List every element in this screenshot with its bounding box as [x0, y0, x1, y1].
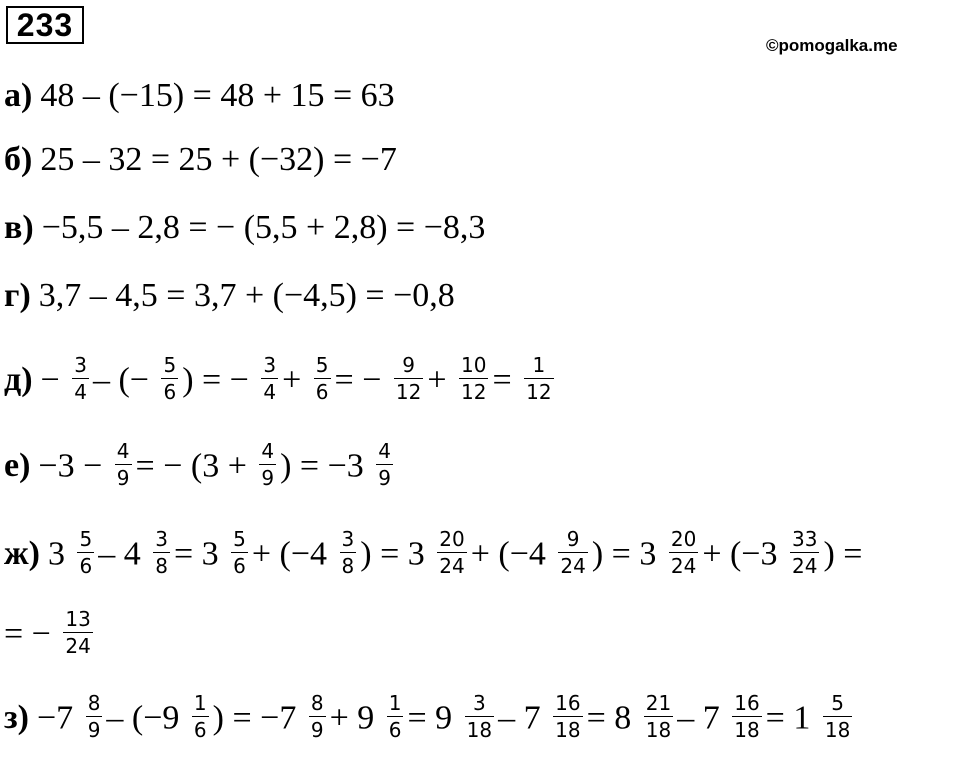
fraction-numerator: 3 [74, 353, 87, 377]
fraction-numerator: 13 [65, 607, 91, 631]
fraction-numerator: 9 [558, 526, 587, 553]
expression-text: 3,7 – 4,5 = 3,7 + (−4,5) = −0,8 [38, 277, 455, 314]
fraction [231, 526, 248, 579]
fraction-numerator: 8 [87, 691, 101, 715]
fraction-numerator: 3 [155, 527, 168, 551]
fraction [192, 690, 209, 743]
item-label: г) [4, 277, 31, 314]
fraction [394, 352, 423, 405]
fraction-numerator: 5 [79, 527, 93, 551]
expression-text: −7 [37, 699, 82, 737]
expression-text: −3 − [38, 447, 111, 485]
fraction [261, 352, 278, 405]
solution-line-zh [4, 527, 863, 583]
expression-text: + 9 [329, 699, 383, 737]
fraction-denominator: 18 [555, 718, 581, 742]
fraction-denominator: 9 [378, 466, 392, 490]
fraction-denominator: 9 [261, 466, 275, 490]
solution-line-a [4, 76, 395, 116]
fraction-numerator: 3 [263, 353, 277, 377]
fraction [387, 690, 404, 743]
fraction-numerator: 16 [734, 691, 760, 715]
fraction [553, 690, 582, 743]
item-label: д) [4, 361, 33, 399]
solution-line-e [4, 439, 397, 495]
expression-text: = − [334, 361, 390, 399]
expression-text: = [492, 361, 521, 399]
fraction [669, 526, 698, 579]
fraction-denominator: 24 [439, 554, 465, 578]
expression-text: − [40, 361, 69, 399]
fraction-numerator: 4 [378, 439, 392, 463]
fraction-numerator: 33 [791, 527, 818, 551]
item-label: з) [4, 699, 29, 737]
expression-text: 3 [47, 535, 74, 573]
fraction-numerator: 1 [524, 352, 553, 379]
fraction-numerator: 9 [394, 352, 423, 379]
expression-text: + [427, 361, 456, 399]
fraction-denominator: 24 [791, 554, 818, 578]
fraction-denominator: 6 [388, 718, 402, 742]
task-number: 233 [6, 6, 84, 44]
watermark: ©pomogalka.me [766, 36, 898, 55]
fraction [115, 438, 132, 491]
fraction-denominator: 8 [341, 554, 355, 578]
item-label: е) [4, 447, 31, 485]
fraction [314, 352, 331, 405]
expression-text: – 4 [98, 535, 150, 573]
fraction-numerator: 8 [310, 691, 324, 715]
fraction-denominator: 24 [65, 634, 91, 658]
expression-text: = − [4, 615, 60, 653]
fraction-denominator: 12 [526, 380, 552, 404]
fraction [437, 526, 466, 579]
fraction-numerator: 4 [116, 439, 130, 463]
fraction-denominator: 6 [315, 380, 329, 404]
fraction [340, 526, 357, 579]
expression-text: = 1 [765, 699, 819, 737]
fraction-denominator: 12 [461, 380, 487, 404]
fraction-denominator: 18 [645, 718, 672, 742]
fraction-denominator: 9 [116, 466, 130, 490]
fraction-denominator: 9 [310, 718, 324, 742]
fraction [161, 352, 178, 405]
solution-line-zh-cont [4, 607, 97, 663]
fraction [644, 690, 673, 743]
fraction [558, 526, 587, 579]
solution-line-z [4, 691, 856, 747]
expression-text: – (− [92, 361, 158, 399]
expression-text: = 9 [407, 699, 461, 737]
fraction-numerator: 16 [555, 691, 581, 715]
fraction-denominator: 6 [233, 554, 246, 578]
fraction-numerator: 5 [823, 690, 852, 717]
fraction [790, 526, 819, 579]
item-label: б) [4, 141, 33, 178]
fraction-numerator: 5 [163, 353, 177, 377]
fraction-denominator: 4 [263, 380, 277, 404]
fraction-numerator: 3 [465, 690, 494, 717]
fraction [309, 690, 326, 743]
fraction [376, 438, 393, 491]
fraction-denominator: 8 [155, 554, 168, 578]
fraction [86, 690, 103, 743]
item-label: ж) [4, 535, 40, 573]
expression-text: 48 – (−15) = 48 + 15 = 63 [40, 77, 395, 114]
expression-text: + (−4 [470, 535, 555, 573]
fraction [732, 690, 761, 743]
solution-line-b [4, 140, 397, 180]
fraction-numerator: 10 [461, 353, 487, 377]
fraction [524, 352, 553, 405]
fraction-numerator: 1 [388, 691, 402, 715]
expression-text: + [282, 361, 310, 399]
expression-text: 25 – 32 = 25 + (−32) = −7 [40, 141, 397, 178]
fraction [72, 352, 89, 405]
fraction-denominator: 18 [466, 718, 493, 742]
expression-text: – (−9 [106, 699, 188, 737]
fraction [259, 438, 276, 491]
expression-text: ) = −7 [212, 699, 305, 737]
fraction-denominator: 24 [670, 554, 697, 578]
fraction-numerator: 21 [645, 691, 672, 715]
fraction-denominator: 18 [734, 718, 760, 742]
expression-text: ) = [823, 535, 863, 573]
fraction-denominator: 6 [163, 380, 177, 404]
expression-text: = 3 [173, 535, 228, 573]
expression-text: – 7 [677, 699, 729, 737]
expression-text: = 8 [586, 699, 640, 737]
expression-text: = − (3 + [135, 447, 256, 485]
fraction [77, 526, 94, 579]
fraction [153, 526, 170, 579]
fraction-numerator: 20 [439, 527, 465, 551]
expression-text: ) = 3 [360, 535, 434, 573]
fraction [459, 352, 488, 405]
fraction-denominator: 6 [79, 554, 93, 578]
solution-line-v [4, 208, 485, 248]
fraction-denominator: 12 [395, 380, 422, 404]
expression-text: + (−3 [702, 535, 786, 573]
fraction-numerator: 3 [341, 527, 355, 551]
fraction-numerator: 5 [233, 527, 246, 551]
expression-text: ) = − [182, 361, 258, 399]
fraction [63, 606, 92, 659]
item-label: а) [4, 77, 33, 114]
expression-text: + (−4 [251, 535, 336, 573]
fraction-numerator: 5 [315, 353, 329, 377]
item-label: в) [4, 209, 34, 246]
solution-line-d [4, 353, 558, 409]
fraction-denominator: 4 [74, 380, 87, 404]
fraction-denominator: 24 [560, 554, 586, 578]
fraction [823, 690, 852, 743]
fraction-numerator: 1 [193, 691, 207, 715]
fraction [465, 690, 494, 743]
expression-text: ) = −3 [280, 447, 373, 485]
fraction-denominator: 9 [87, 718, 101, 742]
expression-text: ) = 3 [591, 535, 665, 573]
fraction-numerator: 20 [670, 527, 697, 551]
expression-text: −5,5 – 2,8 = − (5,5 + 2,8) = −8,3 [41, 209, 486, 246]
solution-line-g [4, 276, 455, 316]
fraction-denominator: 18 [824, 718, 851, 742]
expression-text: – 7 [498, 699, 550, 737]
fraction-denominator: 6 [193, 718, 207, 742]
fraction-numerator: 4 [261, 439, 275, 463]
